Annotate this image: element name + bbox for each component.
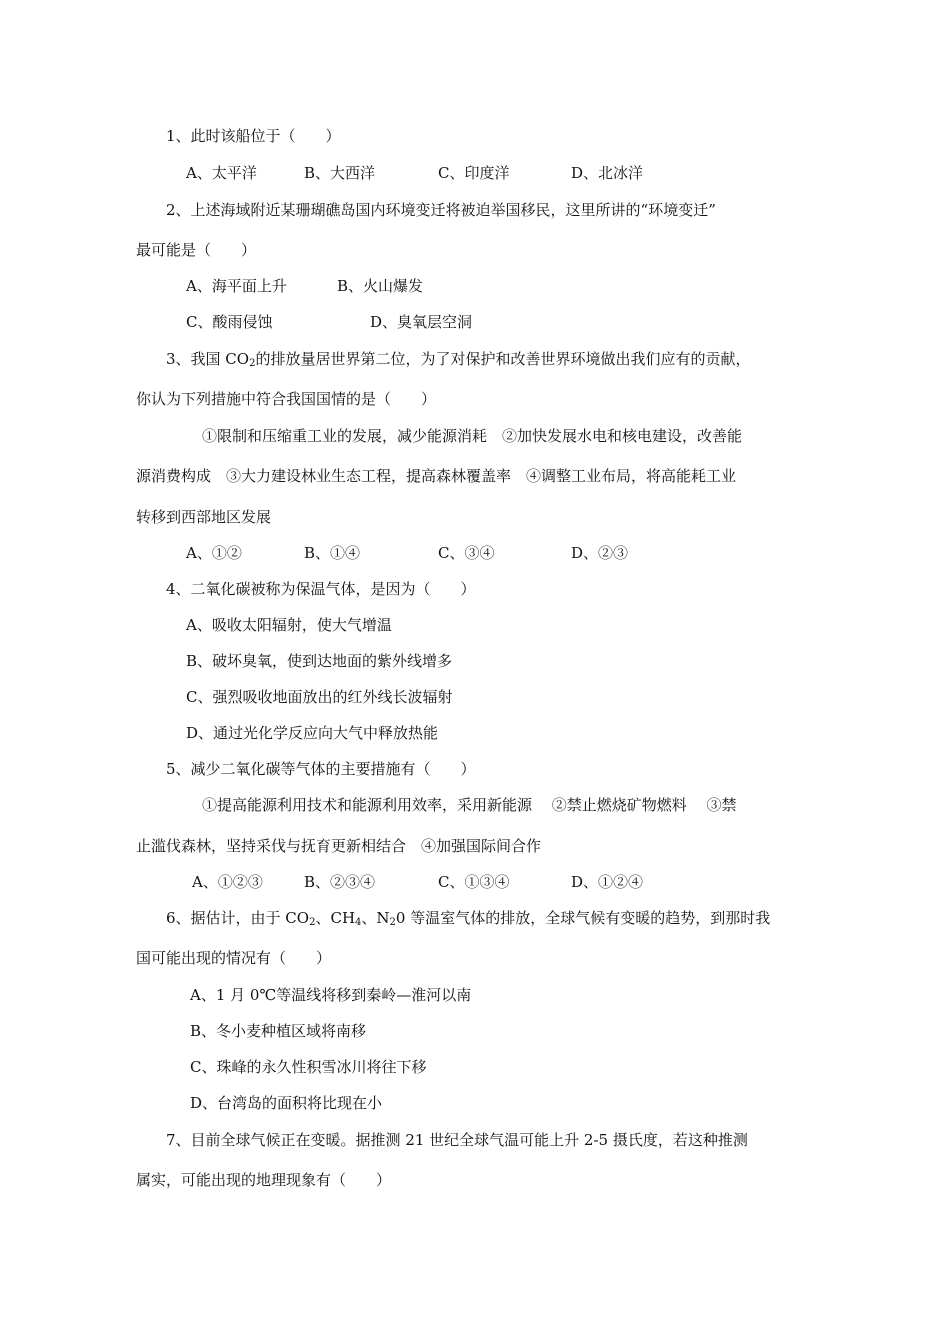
q3-body-line2: 源消费构成 ③大力建设林业生态工程，提高森林覆盖率 ④调整工业布局，将高能耗工业 (136, 467, 737, 485)
q4-option-c: C、强烈吸收地面放出的红外线长波辐射 (186, 688, 453, 706)
q6-option-a: A、1 月 0℃等温线将移到秦岭—淮河以南 (190, 986, 472, 1004)
q5-option-d: D、①②④ (571, 873, 644, 891)
q5-option-c: C、①③④ (438, 873, 510, 891)
q3-option-c: C、③④ (438, 544, 495, 562)
q2-option-c: C、酸雨侵蚀 (186, 313, 273, 331)
q6-option-c: C、珠峰的永久性积雪冰川将往下移 (190, 1058, 427, 1076)
q3-stem-line1: 3、我国 $CO_2$的排放量居世界第二位，为了对保护和改善世界环境做出我们应有的贡献， (166, 350, 751, 369)
q3-option-b: B、①④ (304, 544, 361, 562)
q5-body-line1: ①提高能源利用技术和能源利用效率，采用新能源 ②禁止燃烧矿物燃料 ③禁 (202, 796, 737, 814)
q5-option-b: B、②③④ (304, 873, 376, 891)
q2-option-d: D、臭氧层空洞 (370, 313, 473, 331)
q1-option-c: C、印度洋 (438, 164, 510, 182)
q6-option-d: D、台湾岛的面积将比现在小 (190, 1094, 383, 1112)
q7-stem-line2: 属实，可能出现的地理现象有（ ） (136, 1171, 392, 1189)
q4-option-b: B、破坏臭氧，使到达地面的紫外线增多 (186, 652, 453, 670)
q4-option-d: D、通过光化学反应向大气中释放热能 (186, 724, 439, 742)
q3-body-line1: ①限制和压缩重工业的发展，减少能源消耗 ②加快发展水电和核电建设，改善能 (202, 427, 743, 445)
q3-stem-line2: 你认为下列措施中符合我国国情的是（ ） (136, 390, 437, 408)
q1-option-d: D、北冰洋 (571, 164, 644, 182)
q1-option-b: B、大西洋 (304, 164, 376, 182)
q3-body-line3: 转移到西部地区发展 (136, 508, 272, 526)
q4-option-a: A、吸收太阳辐射，使大气增温 (186, 616, 392, 634)
q2-option-b: B、火山爆发 (337, 277, 424, 295)
q5-option-a: A、①②③ (192, 873, 263, 891)
q3-option-a: A、①② (186, 544, 242, 562)
q1-option-a: A、太平洋 (186, 164, 257, 182)
q5-body-line2: 止滥伐森林，坚持采伐与抚育更新相结合 ④加强国际间合作 (136, 837, 542, 855)
q6-stem-line1: 6、据估计，由于 $CO_2$、$CH_4$、$N_20$ 等温室气体的排放，全球气候有变暖的趋势，到那时我 (166, 909, 771, 928)
q6-option-b: B、冬小麦种植区域将南移 (190, 1022, 367, 1040)
q6-stem-line2: 国可能出现的情况有（ ） (136, 949, 332, 967)
q1-stem: 1、此时该船位于（ ） (166, 127, 341, 145)
q7-stem-line1: 7、目前全球气候正在变暖。据推测 21 世纪全球气温可能上升 2-5 摄氏度，若这种推测 (166, 1131, 748, 1149)
q5-stem: 5、减少二氧化碳等气体的主要措施有（ ） (166, 760, 476, 778)
q2-stem-line2: 最可能是（ ） (136, 241, 257, 259)
q4-stem: 4、二氧化碳被称为保温气体，是因为（ ） (166, 580, 476, 598)
q2-option-a: A、海平面上升 (186, 277, 287, 295)
q2-stem-line1: 2、上述海域附近某珊瑚礁岛国内环境变迁将被迫举国移民，这里所讲的“环境变迁” (166, 201, 716, 219)
q3-option-d: D、②③ (571, 544, 629, 562)
